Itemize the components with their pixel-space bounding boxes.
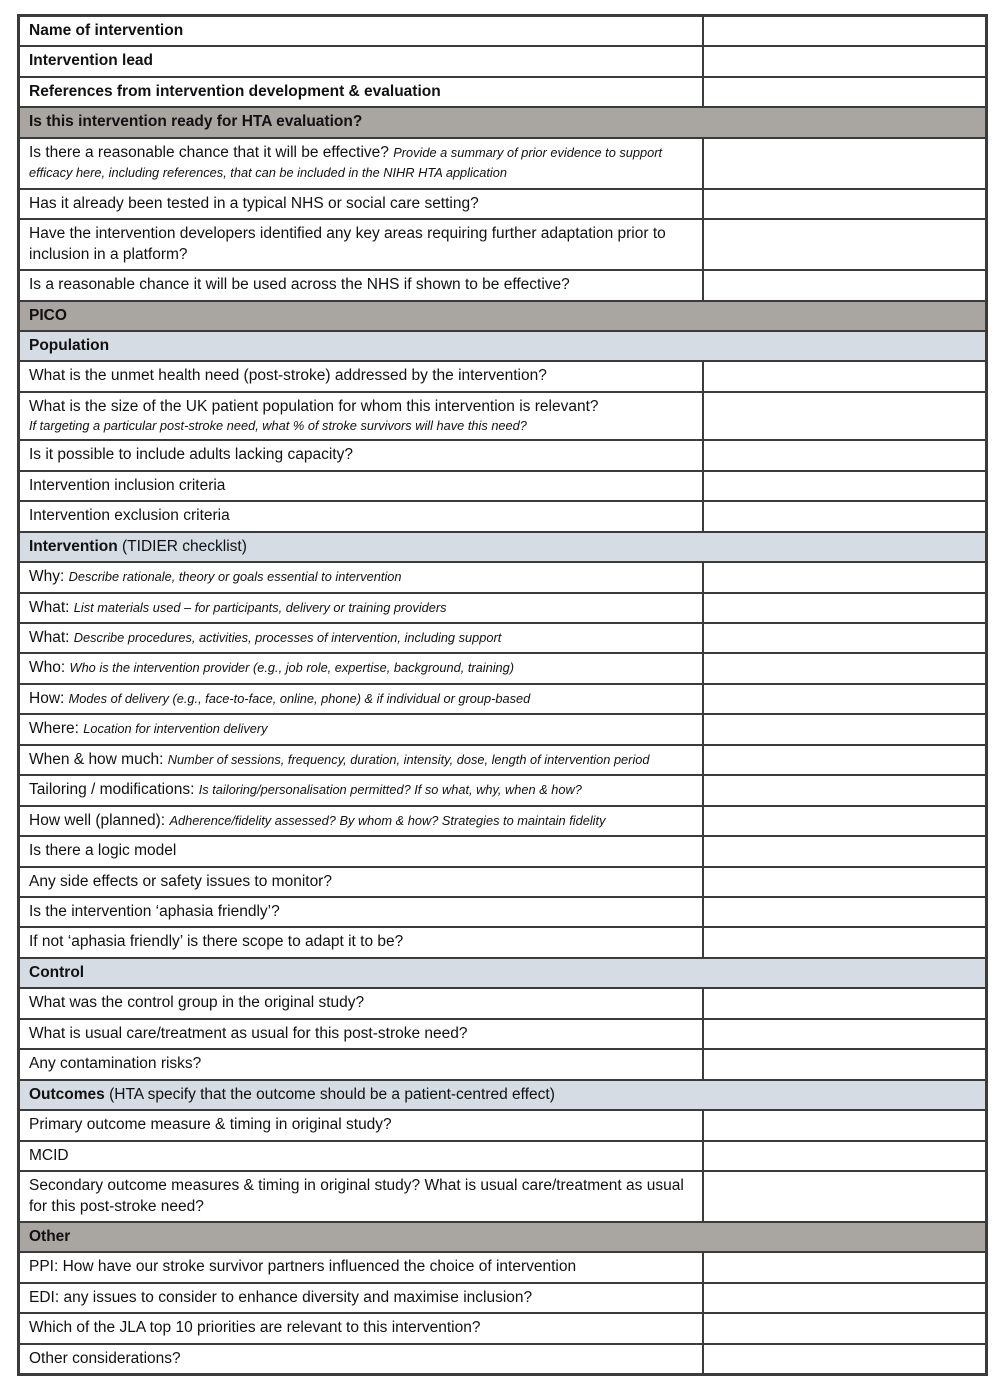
- answer-cell[interactable]: [703, 1141, 987, 1171]
- question-text: Intervention inclusion criteria: [29, 476, 226, 494]
- table-row: [19, 1252, 987, 1282]
- question-cell: [19, 501, 703, 531]
- question-text: When & how much:: [29, 750, 168, 768]
- answer-cell[interactable]: [703, 501, 987, 531]
- question-text: What:: [29, 628, 74, 646]
- section-header-row: [19, 1080, 987, 1110]
- table-row: [19, 562, 987, 592]
- table-row: [19, 440, 987, 470]
- question-cell: [19, 1252, 703, 1282]
- section-header-row: [19, 107, 987, 137]
- question-cell: [19, 623, 703, 653]
- question-text: Tailoring / modifications:: [29, 781, 199, 799]
- table-row: [19, 806, 987, 836]
- question-cell: [19, 1049, 703, 1079]
- table-row: [19, 1110, 987, 1140]
- question-text: Is there a reasonable chance that it will be effective?: [29, 143, 394, 161]
- question-text: How well (planned):: [29, 811, 170, 829]
- answer-cell[interactable]: [703, 46, 987, 76]
- question-text: EDI: any issues to consider to enhance diversity and maximise inclusion?: [29, 1288, 533, 1306]
- question-text: What is the unmet health need (post-stroke) addressed by the intervention?: [29, 367, 547, 385]
- answer-cell[interactable]: [703, 1313, 987, 1343]
- question-text: What was the control group in the original study?: [29, 994, 365, 1012]
- table-row: [19, 1141, 987, 1171]
- table-row: [19, 1019, 987, 1049]
- question-text: Other considerations?: [29, 1349, 181, 1367]
- question-cell: [19, 714, 703, 744]
- question-cell: [19, 189, 703, 219]
- table-row: [19, 1171, 987, 1222]
- answer-cell[interactable]: [703, 1283, 987, 1313]
- answer-cell[interactable]: [703, 1344, 987, 1375]
- answer-cell[interactable]: [703, 927, 987, 957]
- question-note: Provide a summary of prior evidence to support efficacy here, including references, that can be included in the NIHR HTA application: [29, 144, 663, 181]
- question-text: Have the intervention developers identified any key areas requiring further adaptation prior to inclusion in a platform?: [29, 225, 666, 263]
- section-header-cell: [19, 532, 987, 562]
- question-cell: [19, 593, 703, 623]
- table-row: [19, 361, 987, 391]
- table-row: [19, 745, 987, 775]
- question-cell: [19, 16, 703, 47]
- question-note: Adherence/fidelity assessed? By whom & how? Strategies to maintain fidelity: [169, 812, 606, 828]
- answer-cell[interactable]: [703, 684, 987, 714]
- question-text: Which of the JLA top 10 priorities are relevant to this intervention?: [29, 1319, 481, 1337]
- section-header-cell: [19, 301, 987, 331]
- question-cell: [19, 1019, 703, 1049]
- question-cell: [19, 1344, 703, 1375]
- question-text: Control: [29, 963, 85, 981]
- question-cell: [19, 1110, 703, 1140]
- answer-cell[interactable]: [703, 806, 987, 836]
- table-row: [19, 189, 987, 219]
- answer-cell[interactable]: [703, 897, 987, 927]
- answer-cell[interactable]: [703, 1110, 987, 1140]
- question-cell: [19, 806, 703, 836]
- section-header-row: [19, 301, 987, 331]
- question-cell: [19, 471, 703, 501]
- answer-cell[interactable]: [703, 745, 987, 775]
- question-cell: [19, 219, 703, 270]
- answer-cell[interactable]: [703, 775, 987, 805]
- answer-cell[interactable]: [703, 1171, 987, 1222]
- question-note: Who is the intervention provider (e.g., job role, expertise, background, training): [69, 660, 515, 676]
- question-text: Is the intervention ‘aphasia friendly’?: [29, 903, 280, 921]
- question-cell: [19, 927, 703, 957]
- table-row: [19, 471, 987, 501]
- table-row: [19, 714, 987, 744]
- question-text: How:: [29, 689, 69, 707]
- question-cell: [19, 988, 703, 1018]
- question-text: What:: [29, 598, 74, 616]
- table-row: [19, 1283, 987, 1313]
- answer-cell[interactable]: [703, 1049, 987, 1079]
- question-text: Population: [29, 336, 110, 354]
- question-note: Describe rationale, theory or goals essential to intervention: [68, 569, 402, 585]
- checklist-body: [19, 16, 987, 1375]
- question-cell: [19, 867, 703, 897]
- table-row: [19, 653, 987, 683]
- question-cell: [19, 897, 703, 927]
- section-header-cell: [19, 958, 987, 988]
- table-row: [19, 867, 987, 897]
- question-cell: [19, 684, 703, 714]
- question-text: What is the size of the UK patient population for whom this intervention is relevant?: [29, 397, 599, 415]
- answer-cell[interactable]: [703, 653, 987, 683]
- question-cell: [19, 1141, 703, 1171]
- table-row: [19, 77, 987, 107]
- question-cell: [19, 77, 703, 107]
- question-note: If targeting a particular post-stroke need, what % of stroke survivors will have this need?: [29, 418, 527, 434]
- table-row: [19, 46, 987, 76]
- answer-cell[interactable]: [703, 471, 987, 501]
- question-text: If not ‘aphasia friendly’ is there scope to adapt it to be?: [29, 933, 404, 951]
- question-text: Intervention exclusion criteria: [29, 507, 230, 525]
- question-cell: [19, 440, 703, 470]
- table-row: [19, 623, 987, 653]
- question-text: PPI: How have our stroke survivor partners influenced the choice of intervention: [29, 1258, 577, 1276]
- question-text: (TIDIER checklist): [117, 537, 247, 555]
- answer-cell[interactable]: [703, 189, 987, 219]
- question-cell: [19, 138, 703, 189]
- question-text: Name of intervention: [29, 22, 184, 39]
- section-header-cell: [19, 1222, 987, 1252]
- answer-cell[interactable]: [703, 270, 987, 300]
- question-text: Any contamination risks?: [29, 1055, 202, 1073]
- question-text: Intervention: [29, 537, 118, 555]
- question-text: MCID: [29, 1146, 69, 1164]
- section-header-cell: [19, 107, 987, 137]
- question-note: Describe procedures, activities, processes of intervention, including support: [73, 629, 502, 645]
- question-note: Number of sessions, frequency, duration, intensity, dose, length of intervention period: [167, 751, 650, 767]
- question-text: Intervention lead: [29, 52, 154, 70]
- question-cell: [19, 46, 703, 76]
- question-cell: [19, 392, 703, 440]
- table-row: [19, 988, 987, 1018]
- question-text: Is this intervention ready for HTA evaluation?: [29, 113, 363, 131]
- question-text: PICO: [29, 306, 67, 324]
- question-text: What is usual care/treatment as usual for this post-stroke need?: [29, 1024, 468, 1042]
- answer-cell[interactable]: [703, 77, 987, 107]
- question-cell: [19, 1171, 703, 1222]
- answer-cell[interactable]: [703, 1019, 987, 1049]
- question-text: Is there a logic model: [29, 842, 177, 860]
- question-cell: [19, 653, 703, 683]
- table-row: [19, 684, 987, 714]
- section-header-cell: [19, 1080, 987, 1110]
- table-row: [19, 16, 987, 47]
- question-text: Is a reasonable chance it will be used across the NHS if shown to be effective?: [29, 276, 570, 294]
- table-row: [19, 897, 987, 927]
- question-text: Any side effects or safety issues to monitor?: [29, 872, 332, 890]
- answer-cell[interactable]: [703, 392, 987, 440]
- table-row: [19, 927, 987, 957]
- question-text: References from intervention development & evaluation: [29, 82, 441, 100]
- section-header-row: [19, 1222, 987, 1252]
- section-header-cell: [19, 331, 987, 361]
- table-row: [19, 1313, 987, 1343]
- question-text: (HTA specify that the outcome should be a patient-centred effect): [104, 1085, 555, 1103]
- table-row: [19, 392, 987, 440]
- question-cell: [19, 361, 703, 391]
- answer-cell[interactable]: [703, 836, 987, 866]
- table-row: [19, 1344, 987, 1375]
- question-cell: [19, 745, 703, 775]
- table-row: [19, 270, 987, 300]
- question-text: Why:: [29, 568, 69, 586]
- table-row: [19, 775, 987, 805]
- answer-cell[interactable]: [703, 219, 987, 270]
- question-note: Modes of delivery (e.g., face-to-face, online, phone) & if individual or group-based: [68, 690, 531, 706]
- answer-cell[interactable]: [703, 16, 987, 47]
- table-row: [19, 138, 987, 189]
- section-header-row: [19, 331, 987, 361]
- section-header-row: [19, 958, 987, 988]
- answer-cell[interactable]: [703, 593, 987, 623]
- question-note: List materials used – for participants, delivery or training providers: [73, 599, 447, 615]
- answer-cell[interactable]: [703, 440, 987, 470]
- answer-cell[interactable]: [703, 1252, 987, 1282]
- answer-cell[interactable]: [703, 623, 987, 653]
- table-row: [19, 836, 987, 866]
- question-text: Secondary outcome measures & timing in original study? What is usual care/treatment as usual for this post-stroke need?: [29, 1177, 684, 1215]
- question-text: Outcomes: [29, 1085, 105, 1103]
- table-row: [19, 219, 987, 270]
- question-note: Location for intervention delivery: [83, 721, 268, 737]
- question-cell: [19, 1313, 703, 1343]
- question-text: Where:: [29, 720, 84, 738]
- answer-cell[interactable]: [703, 361, 987, 391]
- question-text: Who:: [29, 659, 70, 677]
- section-header-row: [19, 532, 987, 562]
- hta-intervention-checklist-table: [17, 14, 988, 1376]
- question-text: Primary outcome measure & timing in original study?: [29, 1116, 392, 1134]
- question-text: Is it possible to include adults lacking capacity?: [29, 446, 353, 464]
- question-cell: [19, 1283, 703, 1313]
- question-cell: [19, 562, 703, 592]
- answer-cell[interactable]: [703, 867, 987, 897]
- answer-cell[interactable]: [703, 988, 987, 1018]
- question-cell: [19, 836, 703, 866]
- table-row: [19, 1049, 987, 1079]
- question-text: Has it already been tested in a typical NHS or social care setting?: [29, 194, 479, 212]
- question-cell: [19, 775, 703, 805]
- answer-cell[interactable]: [703, 562, 987, 592]
- table-row: [19, 593, 987, 623]
- question-cell: [19, 270, 703, 300]
- answer-cell[interactable]: [703, 714, 987, 744]
- question-text: Other: [29, 1228, 71, 1246]
- table-row: [19, 501, 987, 531]
- question-note: Is tailoring/personalisation permitted? If so what, why, when & how?: [198, 782, 582, 798]
- answer-cell[interactable]: [703, 138, 987, 189]
